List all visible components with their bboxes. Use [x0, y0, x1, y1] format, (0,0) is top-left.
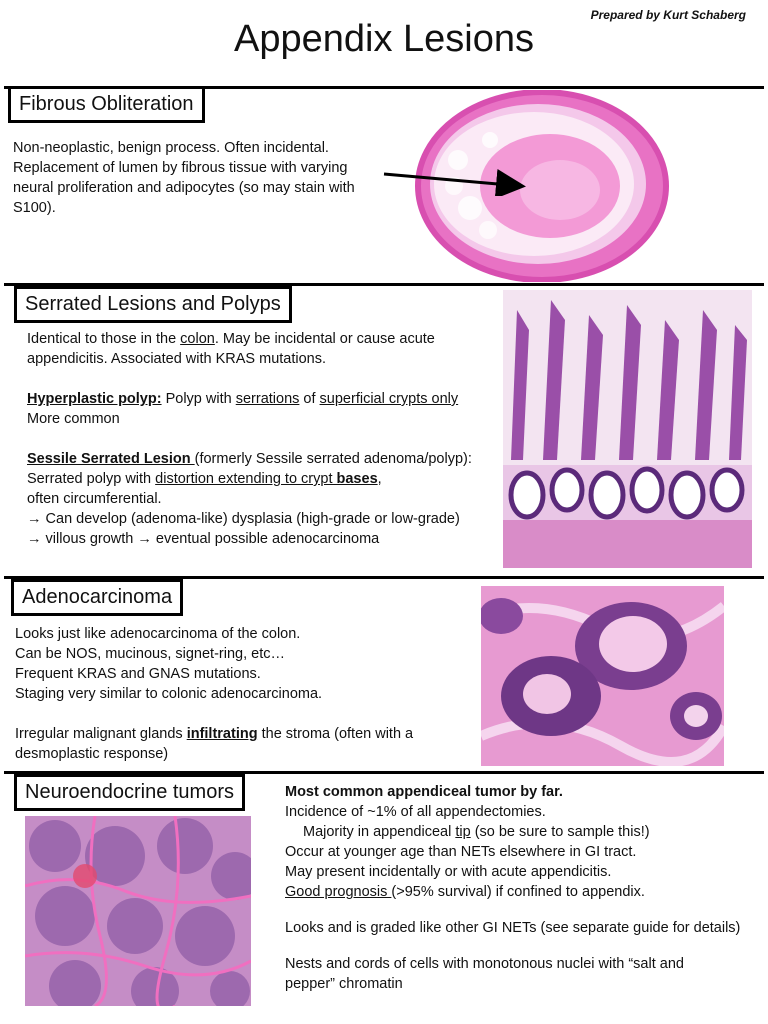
text-line [285, 882, 767, 902]
text-line [27, 449, 497, 469]
text-line [285, 782, 767, 802]
neuroendocrine-tumor-micrograph [25, 816, 251, 1006]
text-line [27, 329, 497, 349]
text-segment: Majority in appendiceal [303, 824, 456, 840]
section-heading-fibrous: Fibrous Obliteration [8, 86, 205, 123]
text-segment: Irregular malignant glands [15, 726, 187, 742]
underlined-term: superficial crypts only [319, 391, 459, 407]
text-line: Incidence of ~1% of all appendectomies. [285, 804, 546, 820]
text-line [285, 822, 767, 842]
text-segment: distortion extending to crypt [155, 471, 337, 487]
text-line: Occur at younger age than NETs elsewhere in GI tract. [285, 844, 637, 860]
micrograph-svg [25, 816, 251, 1006]
underlined-term: Good prognosis [285, 884, 392, 900]
text-line: → Can develop (adenoma-like) dysplasia (high-grade or low-grade) [27, 511, 460, 527]
text-segment: (so be sure to sample this!) [470, 824, 650, 840]
adenocarcinoma-text [15, 624, 475, 764]
text-line [27, 469, 497, 489]
underlined-term [155, 471, 377, 487]
text-line: Looks just like adenocarcinoma of the colon. [15, 626, 301, 642]
text-segment: . May be incidental or cause acute [214, 331, 435, 347]
text-line: Non-neoplastic, benign process. Often incidental. [13, 140, 329, 156]
author-credit: Prepared by Kurt Schaberg [590, 8, 746, 22]
text-line: May present incidentally or with acute appendicitis. [285, 864, 612, 880]
term-label: Hyperplastic polyp: [27, 391, 162, 407]
bold-statement: Most common appendiceal tumor by far. [285, 784, 563, 800]
underlined-term: tip [455, 824, 471, 840]
bold-term: bases [336, 471, 378, 487]
text-line: Looks and is graded like other GI NETs (see separate guide for details) [285, 920, 741, 936]
text-segment: Serrated polyp with [27, 471, 156, 487]
underlined-term: colon [180, 331, 215, 347]
text-line: neural proliferation and adipocytes (so may stain with [13, 180, 355, 196]
text-segment: , [377, 471, 382, 487]
net-text [285, 782, 767, 994]
text-line: desmoplastic response) [15, 746, 169, 762]
section-heading-serrated: Serrated Lesions and Polyps [14, 286, 292, 323]
text-line: often circumferential. [27, 491, 162, 507]
page-title: Appendix Lesions [234, 18, 534, 60]
spacer [15, 704, 475, 718]
adenocarcinoma-micrograph [481, 586, 724, 766]
text-line: Replacement of lumen by fibrous tissue with varying [13, 160, 348, 176]
underlined-term: serrations [235, 391, 300, 407]
text-line: appendicitis. Associated with KRAS mutations. [27, 351, 327, 367]
text-segment: Identical to those in the [27, 331, 181, 347]
text-segment: of [299, 391, 320, 407]
term-label: Sessile Serrated Lesion [27, 451, 195, 467]
text-line: Frequent KRAS and GNAS mutations. [15, 666, 261, 682]
text-line: pepper” chromatin [285, 976, 403, 992]
text-line [15, 724, 475, 744]
text-line [27, 389, 497, 409]
arrow-annotation [380, 160, 530, 196]
spacer [27, 429, 497, 443]
text-line: → villous growth → eventual possible adenocarcinoma [27, 531, 380, 547]
micrograph-svg [503, 290, 752, 568]
section-heading-net: Neuroendocrine tumors [14, 774, 245, 811]
text-line: Nests and cords of cells with monotonous nuclei with “salt and [285, 956, 684, 972]
serrated-lesion-micrograph [503, 290, 752, 568]
text-segment: Polyp with [161, 391, 236, 407]
underlined-term: infiltrating [186, 726, 258, 742]
text-segment: (>95% survival) if confined to appendix. [391, 884, 645, 900]
serrated-text [27, 329, 497, 549]
text-segment: (formerly Sessile serrated adenoma/polyp): [194, 451, 472, 467]
text-line: Can be NOS, mucinous, signet-ring, etc… [15, 646, 285, 662]
spacer [27, 369, 497, 383]
text-line: Staging very similar to colonic adenocarcinoma. [15, 686, 323, 702]
text-line: More common [27, 411, 120, 427]
text-line: S100). [13, 200, 56, 216]
fibrous-text [13, 138, 403, 218]
section-heading-adenocarcinoma: Adenocarcinoma [11, 579, 183, 616]
micrograph-svg [481, 586, 724, 766]
text-segment: the stroma (often with a [257, 726, 414, 742]
